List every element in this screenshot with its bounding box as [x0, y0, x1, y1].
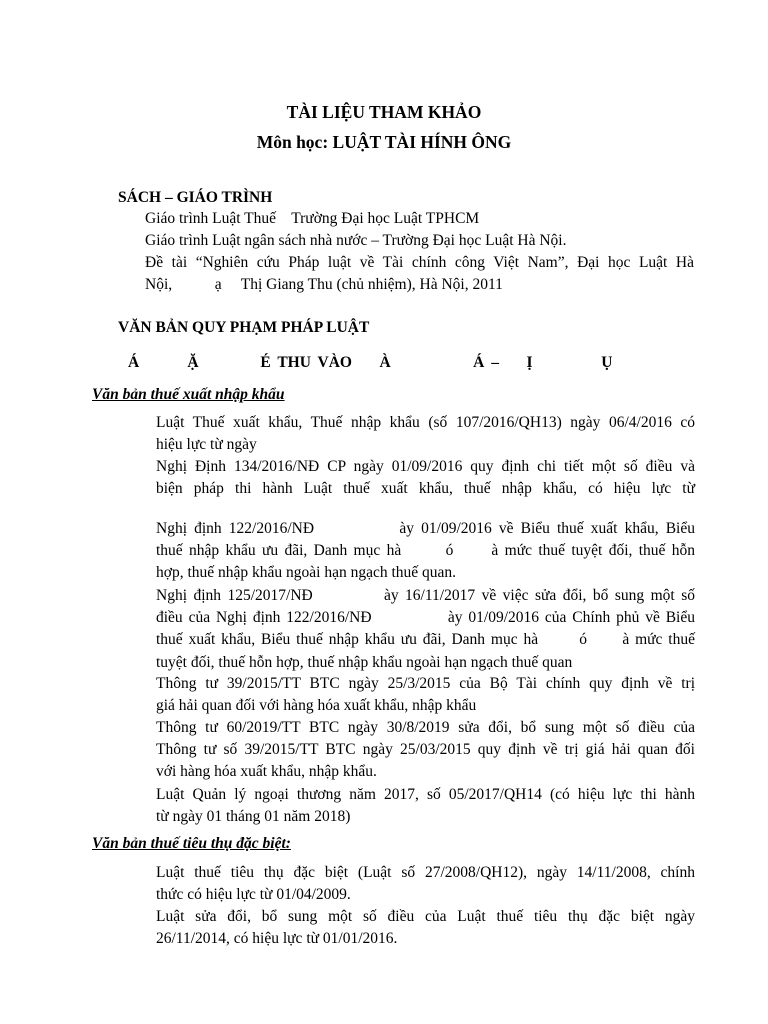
- text-line: Luật Thuế xuất khẩu, Thuế nhập khẩu (số 107/2016/QH13) ngày 06/4/2016 có: [156, 414, 695, 431]
- text-line: Thông tư 60/2019/TT BTC ngày 30/8/2019 sửa đổi, bổ sung một số điều của: [156, 719, 695, 736]
- text-line: thuế nhập khẩu ưu đãi, Danh mục hà ó à mức thuế tuyệt đối, thuế hỗn: [156, 542, 695, 560]
- list-item: [156, 784, 695, 828]
- book-item: Đề tài “Nghiên cứu Pháp luật về Tài chính công Việt Nam”, Đại học Luật Hà: [145, 254, 694, 271]
- list-item: [156, 412, 695, 456]
- book-item: Giáo trình Luật ngân sách nhà nước – Trường Đại học Luật Hà Nội.: [145, 232, 567, 249]
- books-heading: SÁCH – GIÁO TRÌNH: [118, 189, 273, 206]
- text-line: Thông tư 39/2015/TT BTC ngày 25/3/2015 của Bộ Tài chính quy định về trị: [156, 675, 695, 692]
- text-line: với hàng hóa xuất khẩu, nhập khẩu.: [156, 763, 377, 781]
- text-line: Thông tư số 39/2015/TT BTC ngày 25/03/2015 quy định về trị giá hải quan đối: [156, 741, 695, 759]
- list-item: [156, 518, 695, 585]
- text-line: tuyệt đối, thuế hỗn hợp, thuế nhập khẩu ngoài hạn ngạch thuế quan: [156, 653, 573, 671]
- section-excise-tax-heading: Văn bản thuế tiêu thụ đặc biệt:: [92, 835, 291, 852]
- laws-heading: VĂN BẢN QUY PHẠM PHÁP LUẬT: [118, 319, 370, 336]
- text-line: biện pháp thi hành Luật thuế xuất khẩu, thuế nhập khẩu, có hiệu lực từ: [156, 480, 695, 498]
- section-export-import-heading: Văn bản thuế xuất nhập khẩu: [92, 386, 285, 403]
- text-line: 26/11/2014, có hiệu lực từ 01/01/2016.: [156, 930, 398, 948]
- text-line: hợp, thuế nhập khẩu ngoài hạn ngạch thuế quan.: [156, 564, 457, 582]
- text-line: hiệu lực từ ngày: [156, 436, 257, 454]
- course-subtitle: Môn học: LUẬT TÀI HÍNH ÔNG: [256, 132, 512, 152]
- list-item: [156, 673, 695, 717]
- text-line: thuế xuất khẩu, Biểu thuế nhập khẩu ưu đãi, Danh mục hà ó à mức thuế: [156, 631, 695, 649]
- text-line: thức có hiệu lực từ 01/04/2009.: [156, 886, 351, 904]
- list-item: [156, 862, 695, 906]
- text-line: giá hải quan đối với hàng hóa xuất khẩu, nhập khẩu: [156, 697, 477, 715]
- text-line: Nghị định 122/2016/NĐ ày 01/09/2016 về Biểu thuế xuất khẩu, Biểu: [156, 520, 695, 537]
- laws-subheading: Á Ặ É THU VÀO À Á – Ị Ụ: [128, 354, 613, 371]
- list-item: [156, 585, 695, 674]
- list-item: [156, 717, 695, 784]
- text-line: Nghị định 125/2017/NĐ ày 16/11/2017 về việc sửa đổi, bổ sung một số: [156, 587, 695, 604]
- page-title: TÀI LIỆU THAM KHẢO: [286, 102, 482, 122]
- text-line: Luật sửa đổi, bổ sung một số điều của Luật thuế tiêu thụ đặc biệt ngày: [156, 908, 695, 925]
- text-line: điều của Nghị định 122/2016/NĐ ày 01/09/2016 của Chính phủ về Biểu: [156, 609, 695, 627]
- text-line: Nghị Định 134/2016/NĐ CP ngày 01/09/2016 quy định chi tiết một số điều và: [156, 458, 695, 475]
- book-item: Nội, ạ Thị Giang Thu (chủ nhiệm), Hà Nội, 2011: [145, 276, 503, 293]
- text-line: từ ngày 01 tháng 01 năm 2018): [156, 808, 351, 826]
- text-line: Luật thuế tiêu thụ đặc biệt (Luật số 27/2008/QH12), ngày 14/11/2008, chính: [156, 864, 695, 881]
- list-item: [156, 906, 695, 950]
- book-item: Giáo trình Luật Thuế Trường Đại học Luật TPHCM: [145, 210, 480, 227]
- list-item: [156, 456, 695, 500]
- text-line: Luật Quản lý ngoại thương năm 2017, số 05/2017/QH14 (có hiệu lực thi hành: [156, 786, 695, 803]
